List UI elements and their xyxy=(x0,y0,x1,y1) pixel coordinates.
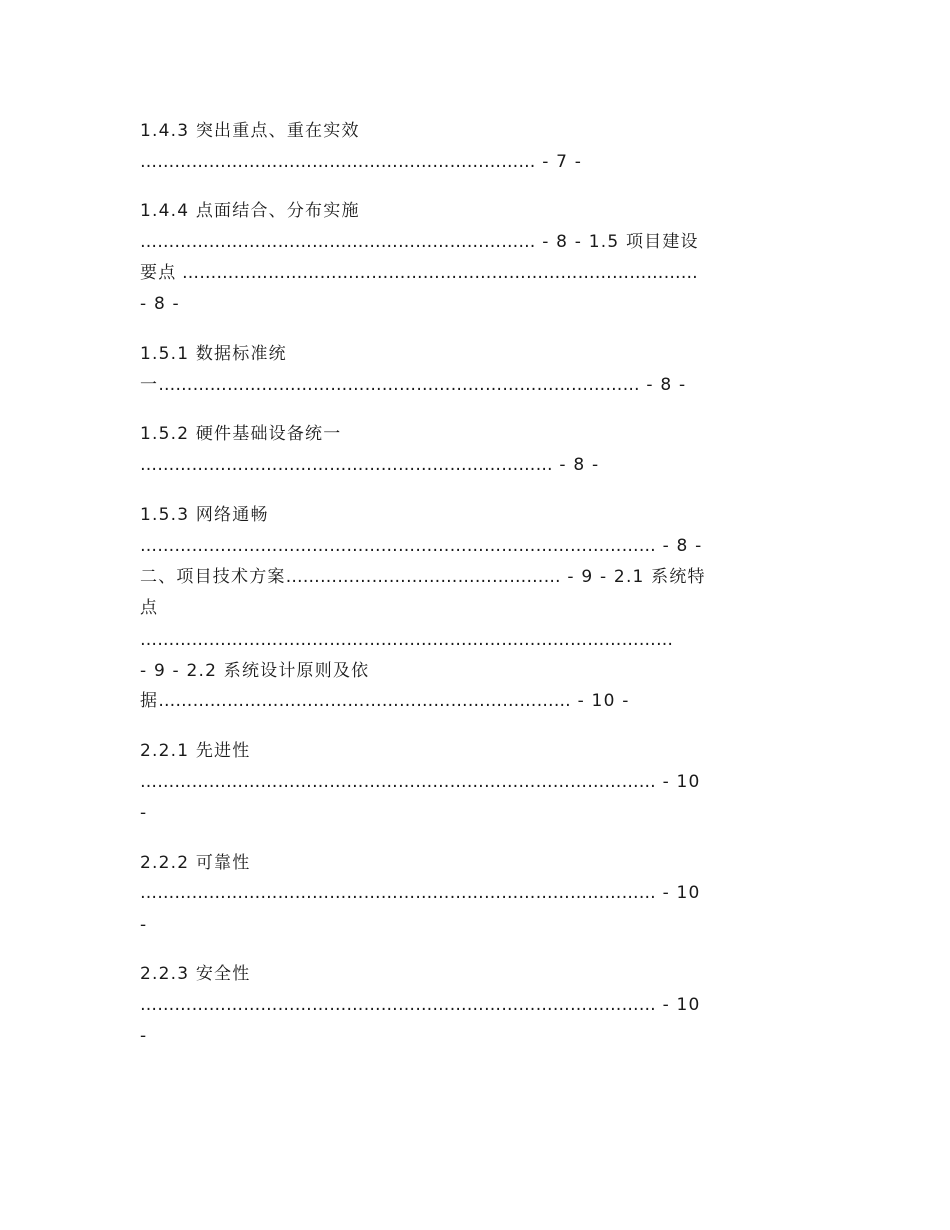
toc-dot-leader: ……………………………………………………………………………… xyxy=(176,263,699,283)
toc-dot-leader: ……………………………………………………………………………… xyxy=(140,772,656,792)
toc-dot-leader: …………………………………………………………… xyxy=(140,152,536,172)
toc-entry-title: 2.2.1 先进性 xyxy=(140,741,251,761)
toc-entry-title: 2.1 系统特 xyxy=(613,567,706,587)
toc-entry-title: 1.5.3 网络通畅 xyxy=(140,505,269,525)
toc-entry-leader xyxy=(140,151,582,173)
toc-entry-title: 1.4.3 突出重点、重在实效 xyxy=(140,121,360,141)
toc-entry-title: 二、项目技术方案 xyxy=(140,567,286,587)
toc-entry-title: 1.5.2 硬件基础设备统一 xyxy=(140,424,342,444)
toc-entry-title: 2.2.3 安全性 xyxy=(140,964,251,984)
toc-entry-leader xyxy=(140,882,701,904)
toc-page-number: - 7 - xyxy=(535,152,583,172)
toc-entry-title: 2.2 系统设计原则及依 xyxy=(186,661,370,681)
toc-dot-leader: ………………………………………………………………………………… xyxy=(140,630,674,650)
toc-entry-title: 点 xyxy=(140,598,159,618)
toc-page-number: - 9 - xyxy=(560,567,614,587)
toc-entry-leader xyxy=(140,690,630,712)
toc-dot-leader: ………………………………………………………………………… xyxy=(158,375,640,395)
toc-entry-title: 一 xyxy=(140,375,159,395)
toc-dot-leader: ……………………………………………………………… xyxy=(158,691,572,711)
toc-dot-leader: ……………………………………………………………… xyxy=(140,455,553,475)
toc-entry-leader xyxy=(140,535,703,557)
toc-page-number: - xyxy=(140,803,148,823)
toc-entry-title: 2.2.2 可靠性 xyxy=(140,853,251,873)
toc-dot-leader: ……………………………………………………………………………… xyxy=(140,995,656,1015)
toc-page-number: - 10 - xyxy=(571,691,630,711)
toc-entry-title: 1.4.4 点面结合、分布实施 xyxy=(140,201,360,221)
toc-entry-leader xyxy=(140,566,706,588)
toc-page-number: - 8 - xyxy=(656,536,703,556)
toc-entry-leader xyxy=(140,231,699,253)
toc-page-number: - 10 xyxy=(656,772,701,792)
toc-page-number: - xyxy=(140,1026,148,1046)
toc-entry-leader xyxy=(140,771,701,793)
toc-page-number: - 8 - xyxy=(552,455,600,475)
toc-dot-leader: ……………………………………………………………………………… xyxy=(140,883,656,903)
toc-entry-title: 要点 xyxy=(140,263,177,283)
toc-page-number: - 8 - xyxy=(535,232,589,252)
toc-entry-title: 1.5 项目建设 xyxy=(588,232,699,252)
toc-page-number: - 8 - xyxy=(140,294,180,314)
toc-page-number: - 8 - xyxy=(639,375,687,395)
toc-entry-leader xyxy=(140,994,701,1016)
toc-entry-leader xyxy=(140,454,599,476)
toc-entry-leader xyxy=(140,374,686,396)
toc-page-number: - xyxy=(140,915,148,935)
toc-dot-leader: …………………………………………………………… xyxy=(140,232,536,252)
toc-page-number: - 10 xyxy=(656,883,701,903)
toc-entry-leader xyxy=(140,629,673,651)
toc-page-number: - 9 - xyxy=(140,661,187,681)
toc-entry-title: 据 xyxy=(140,691,159,711)
toc-entry-leader xyxy=(140,262,698,284)
toc-dot-leader: ……………………………………………………………………………… xyxy=(140,536,656,556)
toc-entry-leader xyxy=(140,660,369,682)
toc-dot-leader: ………………………………………… xyxy=(285,567,561,587)
toc-entry-title: 1.5.1 数据标准统 xyxy=(140,344,287,364)
toc-page-number: - 10 xyxy=(656,995,701,1015)
